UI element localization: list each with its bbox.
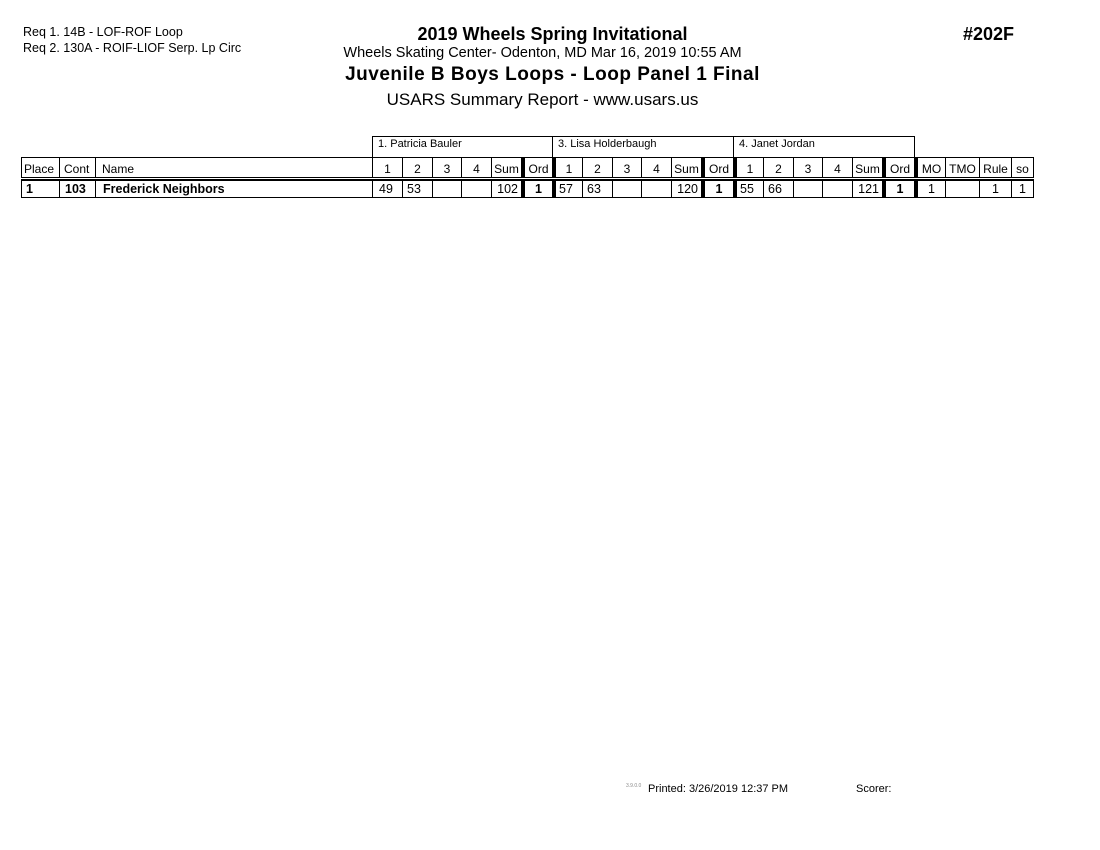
col-tmo: TMO [945, 157, 980, 178]
cell-j1-s3 [432, 180, 462, 198]
cell-j2-s3 [612, 180, 642, 198]
event-title: Juvenile B Boys Loops - Loop Panel 1 Final [345, 64, 760, 85]
col-j1-s4: 4 [461, 157, 492, 178]
cell-j1-ord: 1 [521, 180, 553, 198]
cell-tmo [945, 180, 980, 198]
col-j2-s1: 1 [552, 157, 583, 178]
requirement-2: Req 2. 130A - ROIF-LIOF Serp. Lp Circ [23, 41, 242, 55]
cell-j3-s3 [793, 180, 823, 198]
cell-name: Frederick Neighbors [95, 180, 373, 198]
col-place: Place [21, 157, 60, 178]
col-j2-s4: 4 [641, 157, 672, 178]
cell-j2-s4 [641, 180, 672, 198]
cell-j3-ord: 1 [882, 180, 915, 198]
venue-line: Wheels Skating Center- Odenton, MD Mar 16, 2019 10:55 AM [343, 45, 742, 61]
cell-rule: 1 [979, 180, 1012, 198]
col-j1-s2: 2 [402, 157, 433, 178]
col-j3-s3: 3 [793, 157, 823, 178]
cell-j1-sum: 102 [491, 180, 522, 198]
col-j2-s3: 3 [612, 157, 642, 178]
col-j1-s3: 3 [432, 157, 462, 178]
col-j2-sum: Sum [671, 157, 702, 178]
col-j3-s2: 2 [763, 157, 794, 178]
cell-so: 1 [1011, 180, 1034, 198]
cell-j1-s2: 53 [402, 180, 433, 198]
cell-cont: 103 [59, 180, 96, 198]
cell-j2-s2: 63 [582, 180, 613, 198]
col-mo: MO [914, 157, 946, 178]
col-j2-s2: 2 [582, 157, 613, 178]
cell-j2-s1: 57 [552, 180, 583, 198]
cell-place: 1 [21, 180, 60, 198]
cell-j1-s4 [461, 180, 492, 198]
col-j2-ord: Ord [701, 157, 734, 178]
judge-header-1: 1. Patricia Bauler [372, 136, 553, 158]
col-j1-ord: Ord [521, 157, 553, 178]
col-j3-sum: Sum [852, 157, 883, 178]
col-cont: Cont [59, 157, 96, 178]
competition-title: 2019 Wheels Spring Invitational [417, 24, 688, 44]
cell-j1-s1: 49 [372, 180, 403, 198]
col-rule: Rule [979, 157, 1012, 178]
col-j1-sum: Sum [491, 157, 522, 178]
cell-mo: 1 [914, 180, 946, 198]
report-title: USARS Summary Report - www.usars.us [386, 90, 699, 109]
version-label: 3.9.0.0 [626, 783, 642, 789]
cell-j2-sum: 120 [671, 180, 702, 198]
event-number: #202F [963, 24, 1015, 44]
cell-j3-s2: 66 [763, 180, 794, 198]
judge-header-3: 4. Janet Jordan [733, 136, 915, 158]
col-j1-s1: 1 [372, 157, 403, 178]
cell-j3-sum: 121 [852, 180, 883, 198]
judge-header-2: 3. Lisa Holderbaugh [552, 136, 734, 158]
requirement-1: Req 1. 14B - LOF-ROF Loop [23, 25, 183, 39]
printed-timestamp: Printed: 3/26/2019 12:37 PM [648, 783, 789, 795]
col-j3-s1: 1 [733, 157, 764, 178]
col-j3-s4: 4 [822, 157, 853, 178]
col-j3-ord: Ord [882, 157, 915, 178]
scorer-label: Scorer: [856, 783, 892, 795]
cell-j3-s1: 55 [733, 180, 764, 198]
cell-j3-s4 [822, 180, 853, 198]
col-name: Name [95, 157, 373, 178]
col-so: so [1011, 157, 1034, 178]
cell-j2-ord: 1 [701, 180, 734, 198]
